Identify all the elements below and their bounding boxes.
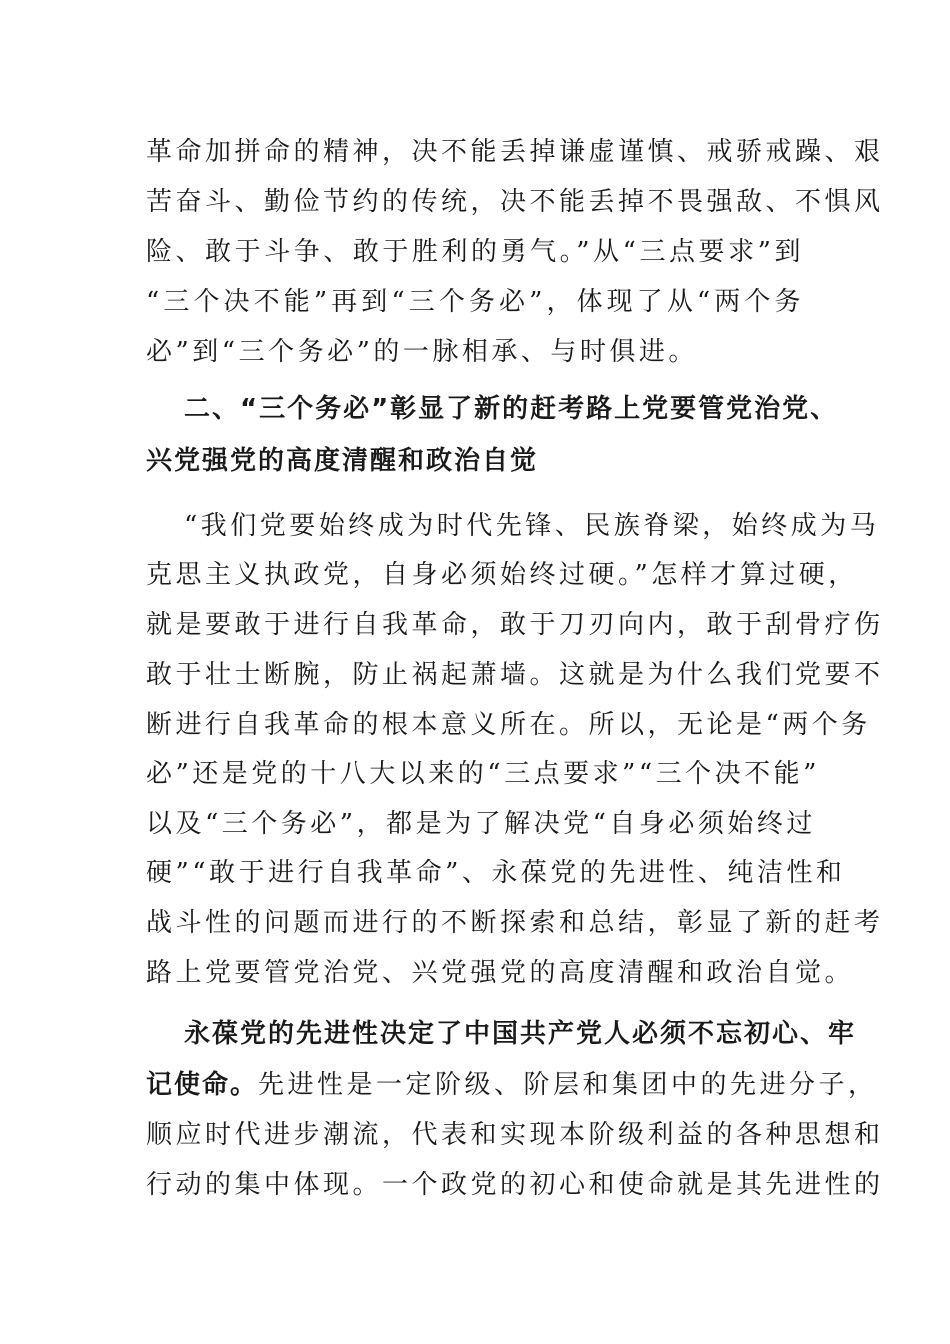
paragraph-2-line-3: 就是要敢于进行自我革命，敢于刀刃向内，敢于刮骨疗伤	[146, 610, 884, 640]
paragraph-1-line-3: 险、敢于斗争、敢于胜利的勇气。”从“三点要求”到	[146, 237, 804, 267]
paragraph-1-line-1: 革命加拼命的精神，决不能丢掉谦虚谨慎、戒骄戒躁、艰	[146, 137, 884, 167]
paragraph-2-line-9: 战斗性的问题而进行的不断探索和总结，彰显了新的赶考	[146, 908, 884, 938]
paragraph-3-line-4: 行动的集中体现。一个政党的初心和使命就是其先进性的	[146, 1170, 884, 1200]
paragraph-2-line-7: 以及“三个务必”，都是为了解决党“自身必须始终过	[146, 809, 816, 839]
section-heading-line-2: 兴党强党的高度清醒和政治自觉	[146, 446, 539, 476]
paragraph-3-line-3: 顺应时代进步潮流，代表和实现本阶级利益的各种思想和	[146, 1120, 884, 1150]
paragraph-3-line-1: 永葆党的先进性决定了中国共产党人必须不忘初心、牢	[184, 1019, 857, 1049]
section-heading-line-1: 二、“三个务必”彰显了新的赶考路上党要管党治党、	[184, 394, 839, 424]
paragraph-1-line-4: “三个决不能”再到“三个务必”，体现了从“两个务	[146, 287, 804, 317]
paragraph-2-line-6: 必”还是党的十八大以来的“三点要求”“三个决不能”	[146, 759, 820, 789]
paragraph-3-lead-rest: 先进性是一定阶级、阶层和集团中的先进分子，	[258, 1070, 878, 1100]
paragraph-1-line-2: 苦奋斗、勤俭节约的传统，决不能丢掉不畏强敌、不惧风	[146, 187, 884, 217]
paragraph-2-line-10: 路上党要管党治党、兴党强党的高度清醒和政治自觉。	[146, 958, 855, 988]
paragraph-2-line-5: 断进行自我革命的根本意义所在。所以，无论是“两个务	[146, 710, 871, 740]
paragraph-3-line-2	[146, 1067, 878, 1103]
paragraph-2-line-4: 敢于壮士断腕，防止祸起萧墙。这就是为什么我们党要不	[146, 660, 884, 690]
paragraph-2-line-2: 克思主义执政党，自身必须始终过硬。”怎样才算过硬，	[146, 560, 858, 590]
paragraph-2-line-1: “我们党要始终成为时代先锋、民族脊梁，始终成为马	[184, 511, 880, 541]
paragraph-3-lead-bold: 记使命。	[146, 1070, 259, 1100]
paragraph-1-line-5: 必”到“三个务必”的一脉相承、与时俱进。	[146, 337, 698, 367]
paragraph-2-line-8: 硬”“敢于进行自我革命”、永葆党的先进性、纯洁性和	[146, 858, 846, 888]
